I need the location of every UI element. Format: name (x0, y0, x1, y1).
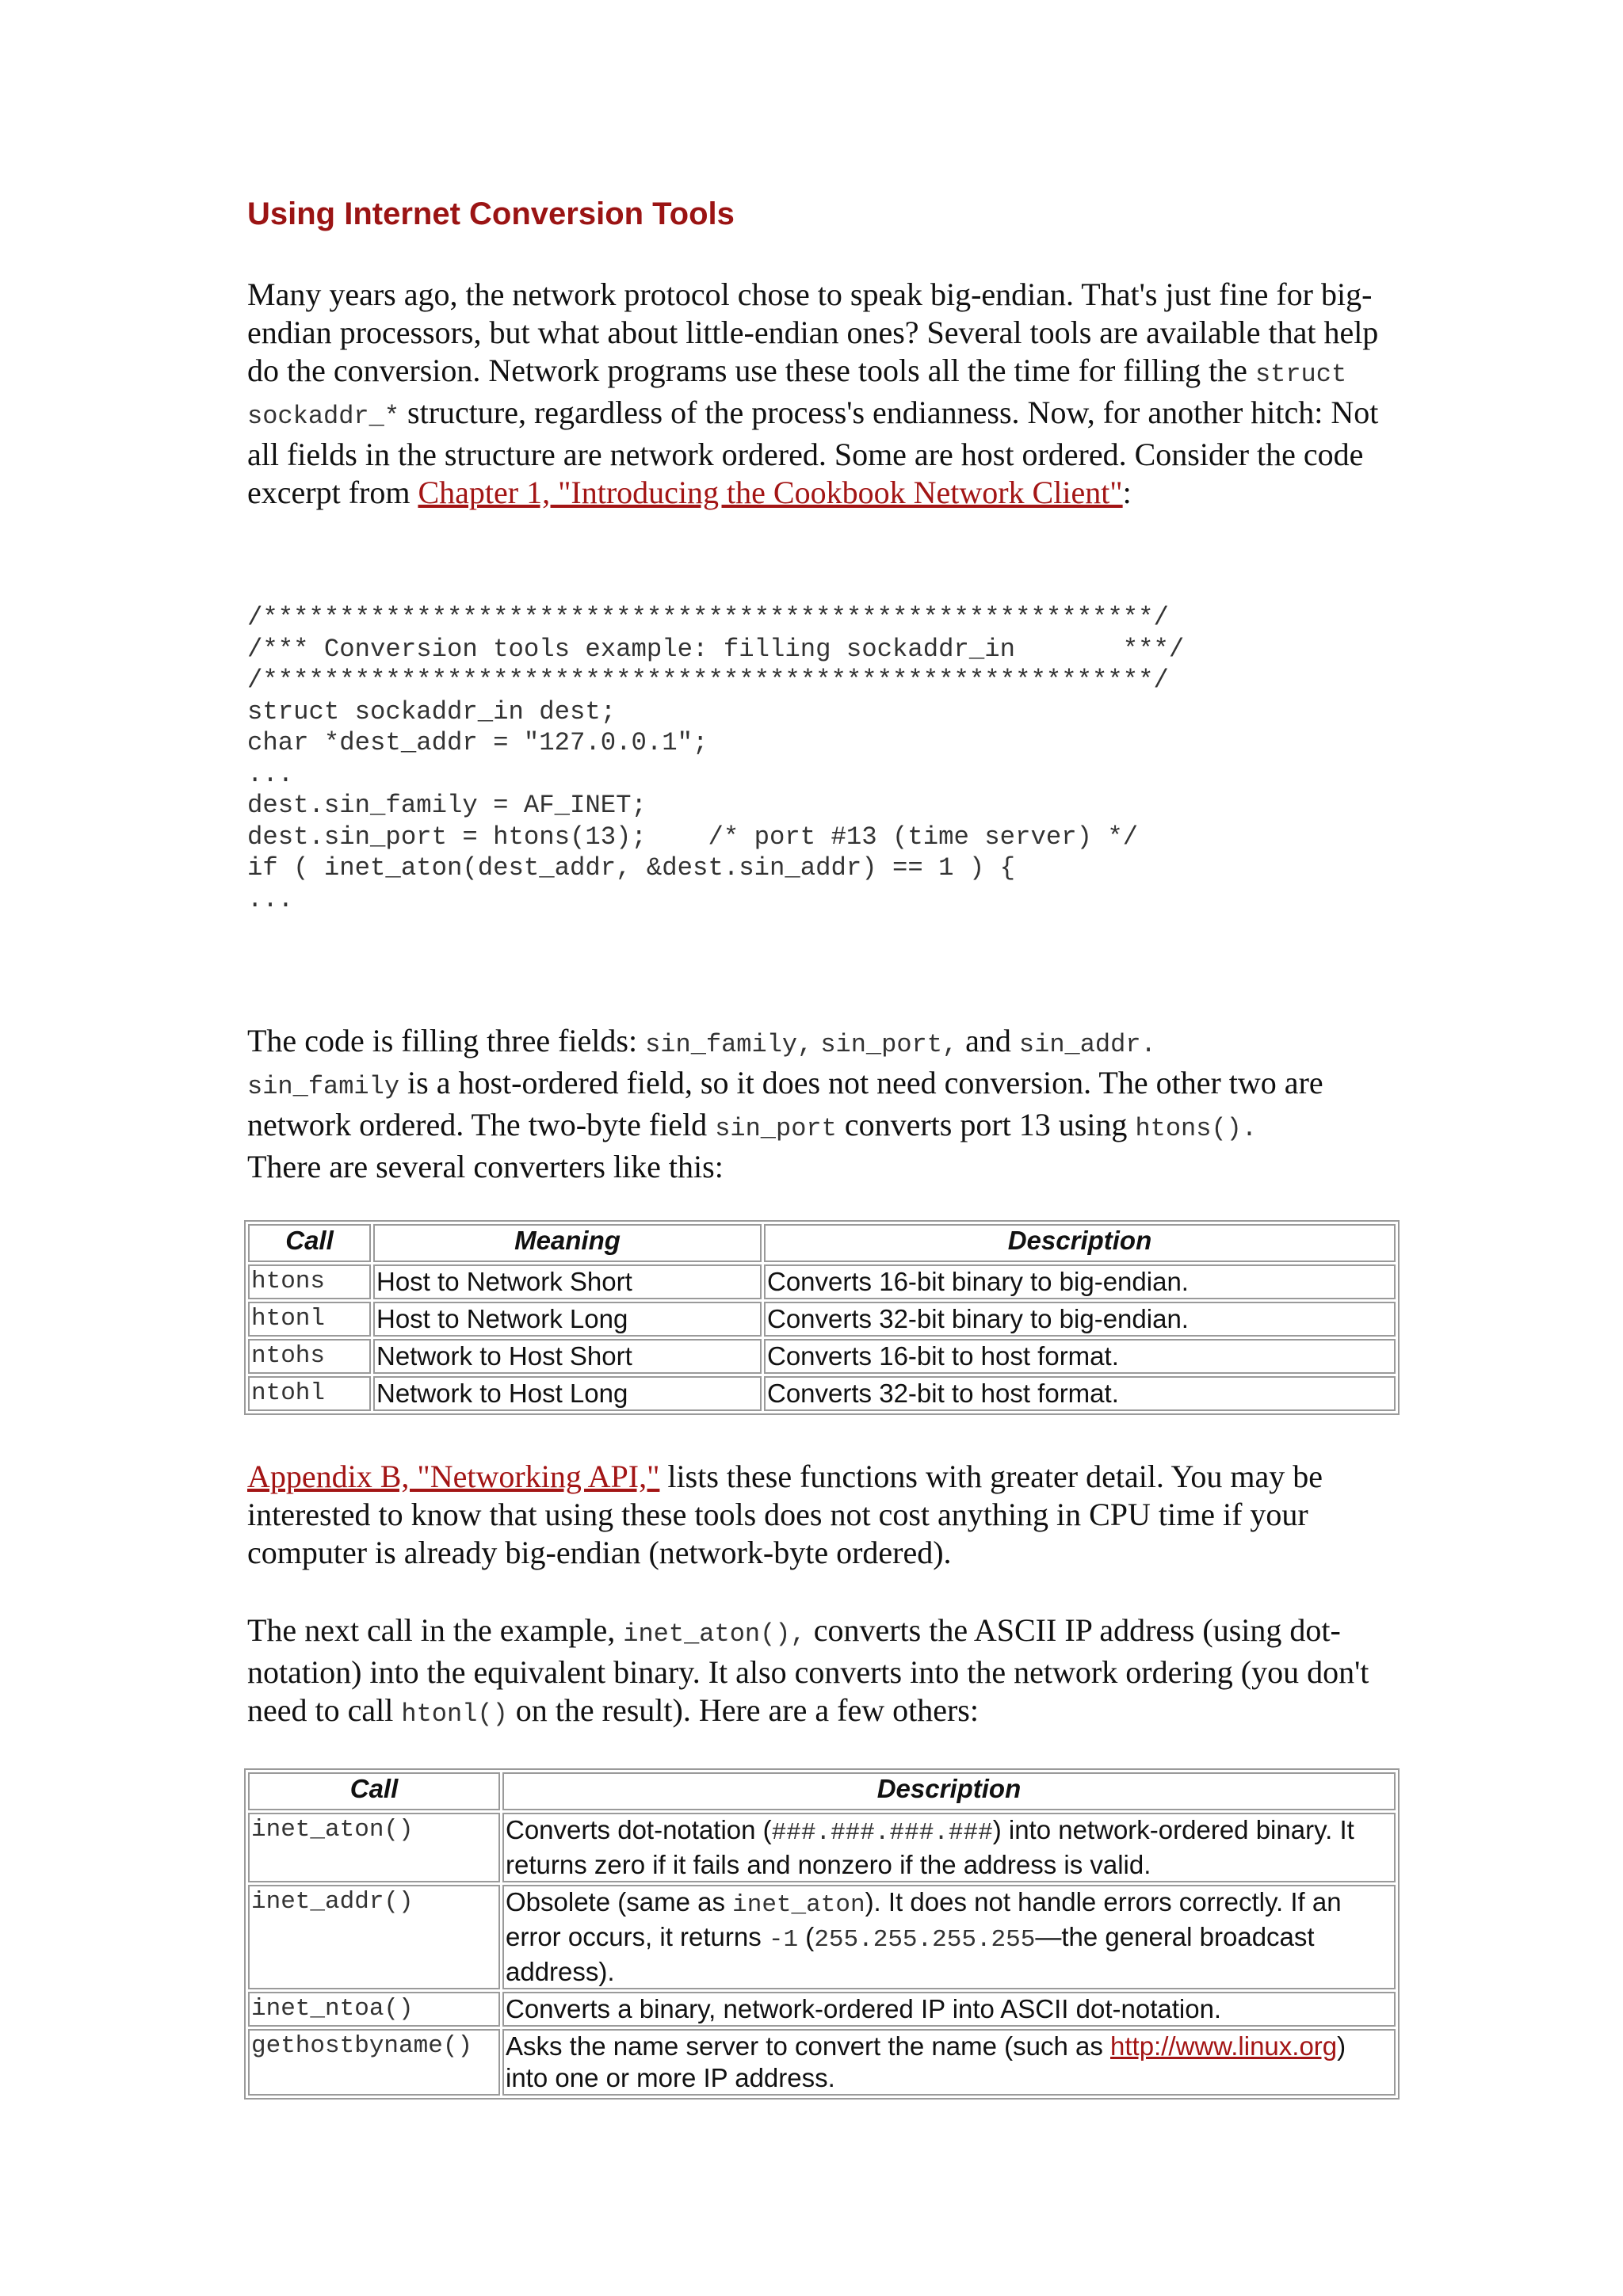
description-cell: Converts 32-bit to host format. (764, 1376, 1396, 1411)
call-cell: ntohs (248, 1339, 371, 1374)
description-text: —the general broadcast address). (506, 1922, 1315, 1986)
intro-text-2: structure, regardless of the process's endianness. Now, for another hitch: Not all fields in the structure are network ordered. Some are host ordered. Consider the code excerpt from (247, 395, 1379, 510)
column-header-description: Description (502, 1772, 1396, 1810)
description-cell: Converts 16-bit to host format. (764, 1339, 1396, 1374)
call-cell: htons (248, 1264, 371, 1299)
column-header-description: Description (764, 1224, 1396, 1262)
table-row (248, 1264, 1396, 1299)
description-text: Converts dot-notation ( (506, 1815, 772, 1844)
p3-text-1: lists these functions with greater detail. You may be interested to know that using these tools does not cost anything in CPU time if your computer is already big-endian (network-byte ordered). (247, 1459, 1323, 1570)
inline-code-sin-addr: sin_addr. (1018, 1030, 1156, 1059)
description-text: Converts a binary, network-ordered IP into ASCII dot-notation. (506, 1994, 1222, 2023)
minus-one-code: -1 (768, 1926, 799, 1954)
inet-aton-paragraph (247, 1611, 1388, 1733)
description-text: ). It does not handle errors correctly. If an error occurs, it returns (506, 1887, 1342, 1951)
call-cell: htonl (248, 1302, 371, 1337)
p4-text-2: converts the ASCII IP address (using dot-notation) into the equivalent binary. It also converts into the network ordering (you don't need to call (247, 1612, 1369, 1728)
meaning-cell: Network to Host Short (373, 1339, 762, 1374)
column-header-call: Call (248, 1224, 371, 1262)
table-row (248, 1992, 1396, 2027)
broadcast-address-code: 255.255.255.255 (814, 1926, 1036, 1954)
inet-aton-code: inet_aton (732, 1891, 865, 1919)
description-cell (502, 2029, 1396, 2096)
description-text: ) into one or more IP address. (506, 2031, 1346, 2092)
p2-text-5: There are several converters like this: (247, 1149, 724, 1184)
description-cell: Converts 32-bit binary to big-endian. (764, 1302, 1396, 1337)
table-header-row (248, 1772, 1396, 1810)
table-row (248, 2029, 1396, 2096)
description-text: ) into network-ordered binary. It returns zero if it fails and nonzero if the address is valid. (506, 1815, 1354, 1879)
fields-paragraph (247, 1022, 1388, 1186)
inline-code-sin-family-2: sin_family (247, 1072, 400, 1101)
code-listing: /**********************************************************/ /*** Conversion tools example: filling sockaddr_in ***/ /**********************************************************/ struct sockaddr_in dest; char *dest_addr = "127.0.0.1"; ... dest.sin_family = AF_INET; dest.sin_port = htons(13); /* port #13 (time server) */ if ( inet_aton(dest_addr, &dest.sin_addr) == 1 ) { ... (247, 603, 1185, 914)
description-text: Asks the name server to convert the name (such as (506, 2031, 1111, 2061)
table-header-row (248, 1224, 1396, 1262)
call-cell: gethostbyname() (248, 2029, 500, 2096)
appendix-paragraph (247, 1458, 1388, 1572)
inline-code-sin-port-2: sin_port (715, 1114, 837, 1143)
linux-org-link[interactable]: http://www.linux.org (1110, 2031, 1338, 2061)
chapter-1-link[interactable]: Chapter 1, "Introducing the Cookbook Network Client" (418, 475, 1123, 510)
p4-text-3: on the result). Here are a few others: (507, 1692, 979, 1728)
description-text: ( (798, 1922, 815, 1951)
description-cell (502, 1885, 1396, 1989)
description-cell: Converts 16-bit binary to big-endian. (764, 1264, 1396, 1299)
address-conversion-table (244, 1768, 1400, 2100)
table-row (248, 1339, 1396, 1374)
p2-text-4: converts port 13 using (836, 1107, 1136, 1142)
inline-code-htonl: htonl() (401, 1699, 508, 1729)
column-header-meaning: Meaning (373, 1224, 762, 1262)
intro-text-1: Many years ago, the network protocol chose to speak big-endian. That's just fine for big-endian processors, but what about little-endian ones? Several tools are available that help do the conversion. Network programs use these tools all the time for filling the (247, 277, 1379, 388)
p2-text-1: The code is filling three fields: (247, 1023, 646, 1058)
call-cell: ntohl (248, 1376, 371, 1411)
description-text: Obsolete (same as (506, 1887, 733, 1917)
description-cell (502, 1813, 1396, 1882)
call-cell: inet_addr() (248, 1885, 500, 1989)
inline-code-sin-port: sin_port, (820, 1030, 958, 1059)
table-row (248, 1813, 1396, 1882)
description-cell (502, 1992, 1396, 2027)
inline-code-sin-family: sin_family, (645, 1030, 813, 1059)
inline-code-htons: htons(). (1135, 1114, 1258, 1143)
p2-text-2: and (957, 1023, 1019, 1058)
meaning-cell: Network to Host Long (373, 1376, 762, 1411)
byte-order-converters-table (244, 1220, 1400, 1415)
p4-text-1: The next call in the example, (247, 1612, 624, 1648)
dot-notation-code: ###.###.###.### (771, 1819, 993, 1847)
intro-paragraph (247, 276, 1388, 512)
table-row (248, 1302, 1396, 1337)
appendix-b-link[interactable]: Appendix B, "Networking API," (247, 1459, 660, 1494)
meaning-cell: Host to Network Short (373, 1264, 762, 1299)
inline-code-inet-aton: inet_aton(), (623, 1619, 806, 1649)
intro-text-3: : (1122, 475, 1132, 510)
table-row (248, 1376, 1396, 1411)
call-cell: inet_aton() (248, 1813, 500, 1882)
p2-text-3: is a host-ordered field, so it does not need conversion. The other two are network ordered. The two-byte field (247, 1065, 1323, 1142)
table-row (248, 1885, 1396, 1989)
meaning-cell: Host to Network Long (373, 1302, 762, 1337)
call-cell: inet_ntoa() (248, 1992, 500, 2027)
inline-code-sockaddr: struct sockaddr_* (247, 360, 1347, 431)
column-header-call: Call (248, 1772, 500, 1810)
page-title: Using Internet Conversion Tools (247, 196, 735, 231)
